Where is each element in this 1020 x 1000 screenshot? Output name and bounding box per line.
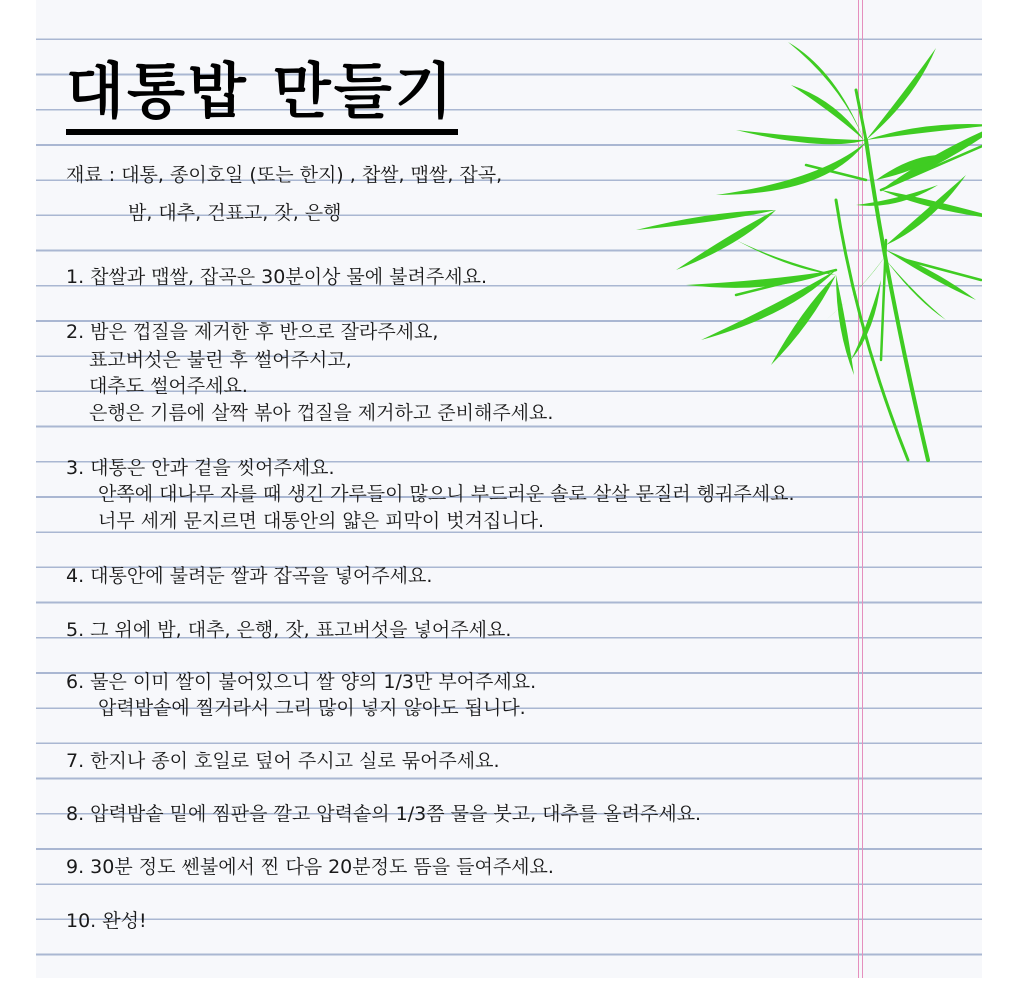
step-2: 2. 밤은 껍질을 제거한 후 반으로 잘라주세요,	[66, 321, 439, 343]
step-2-line-2: 표고버섯은 불린 후 썰어주시고,	[89, 349, 352, 371]
step-8: 8. 압력밥솥 밑에 찜판을 깔고 압력솥의 1/3쯤 물을 붓고, 대추를 올려주세요.	[66, 803, 702, 825]
bamboo-leaves-illustration	[536, 30, 982, 470]
step-2-line-4: 은행은 기름에 살짝 볶아 껍질을 제거하고 준비해주세요.	[89, 402, 554, 424]
ingredients-line-1: 재료 : 대통, 종이호일 (또는 한지) , 찹쌀, 맵쌀, 잡곡,	[66, 164, 503, 186]
page-title: 대통밥 만들기	[66, 55, 458, 135]
step-6: 6. 물은 이미 쌀이 불어있으니 쌀 양의 1/3만 부어주세요.	[66, 671, 537, 693]
step-7: 7. 한지나 종이 호일로 덮어 주시고 실로 묶어주세요.	[66, 750, 500, 772]
step-3-line-3: 너무 세게 문지르면 대통안의 얇은 피막이 벗겨집니다.	[98, 510, 545, 532]
step-3: 3. 대통은 안과 겉을 씻어주세요.	[66, 457, 335, 479]
step-6-line-2: 압력밥솥에 찔거라서 그리 많이 넣지 않아도 됩니다.	[98, 697, 526, 719]
step-1: 1. 찹쌀과 맵쌀, 잡곡은 30분이상 물에 불려주세요.	[66, 266, 487, 288]
step-5: 5. 그 위에 밤, 대추, 은행, 잣, 표고버섯을 넣어주세요.	[66, 619, 512, 641]
step-4: 4. 대통안에 불려둔 쌀과 잡곡을 넣어주세요.	[66, 565, 433, 587]
step-2-line-3: 대추도 썰어주세요.	[89, 375, 248, 397]
step-10: 10. 완성!	[66, 910, 147, 932]
ingredients-line-2: 밤, 대추, 건표고, 잣, 은행	[128, 202, 342, 224]
step-3-line-2: 안쪽에 대나무 자를 때 생긴 가루들이 많으니 부드러운 솔로 살살 문질러 헹궈주세요.	[98, 483, 795, 505]
notebook-paper	[36, 0, 982, 978]
step-9: 9. 30분 정도 쎈불에서 찐 다음 20분정도 뜸을 들여주세요.	[66, 856, 554, 878]
